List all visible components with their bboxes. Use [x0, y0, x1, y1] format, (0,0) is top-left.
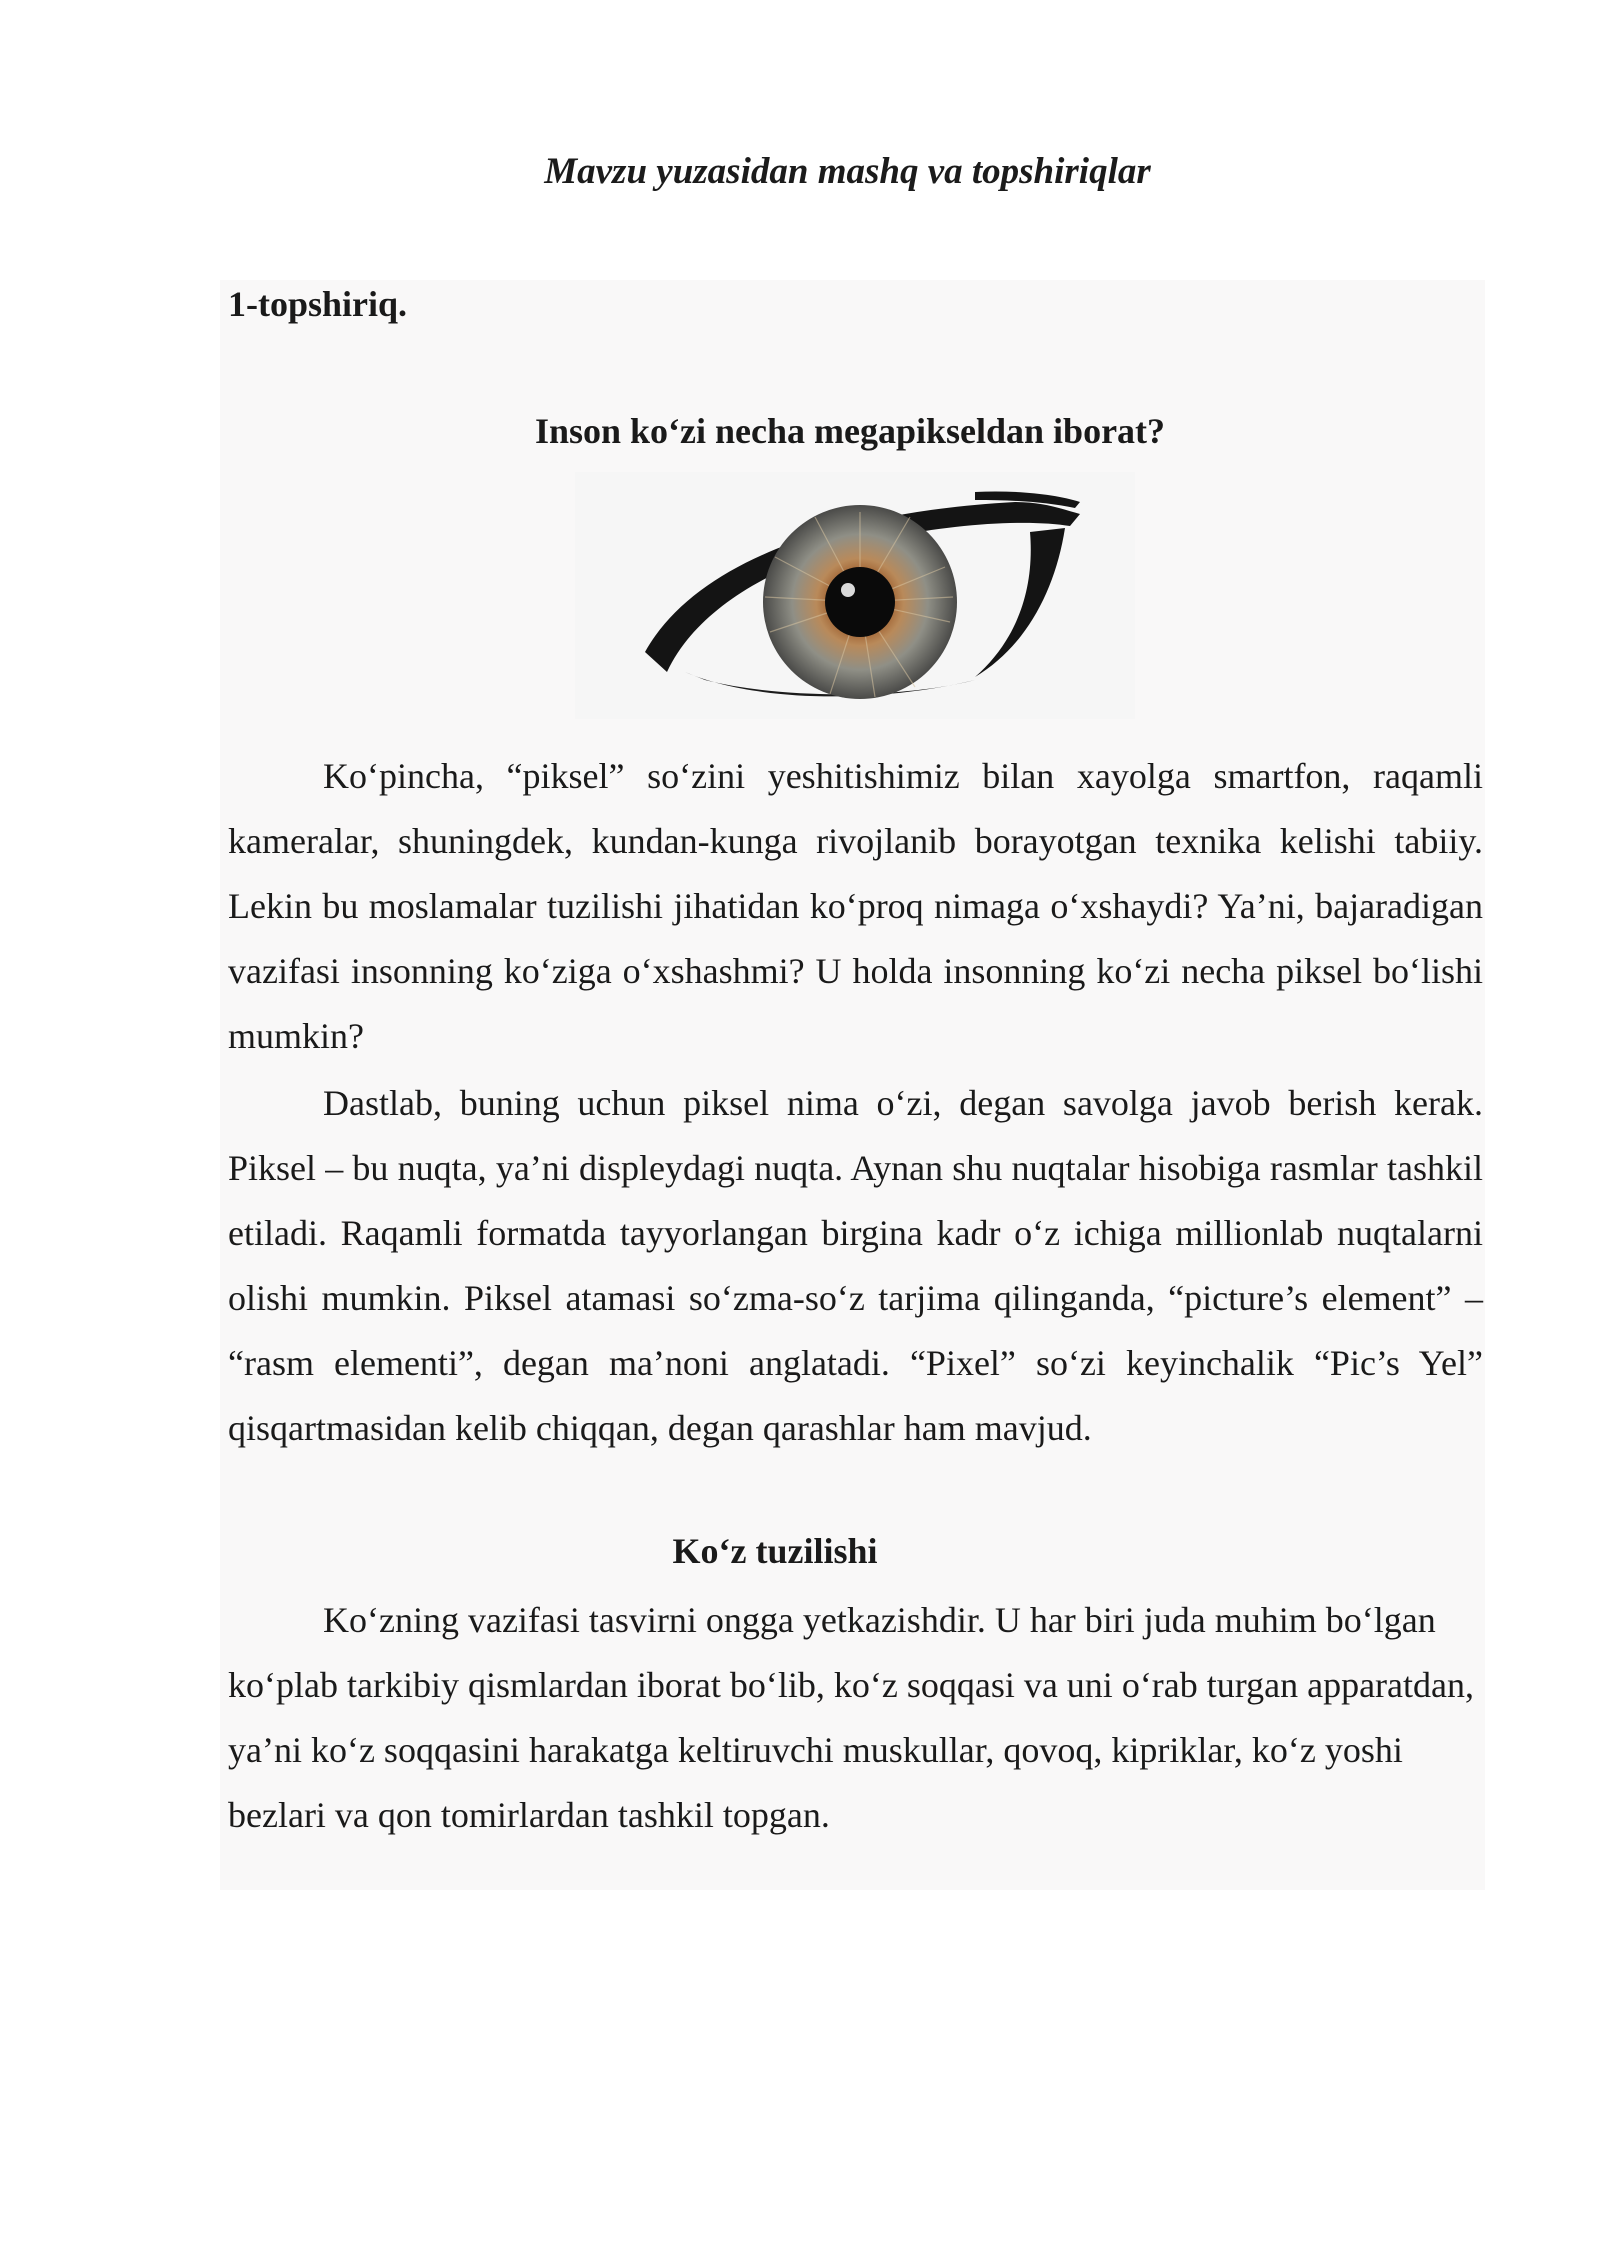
paragraph-3 [228, 1588, 1483, 1848]
section-heading: Ko‘z tuzilishi [672, 1531, 878, 1571]
eye-illustration [575, 472, 1135, 719]
question-heading: Inson ko‘zi necha megapikseldan iborat? [534, 411, 1166, 451]
paragraph-text: Dastlab, buning uchun piksel nima o‘zi, degan savolga javob berish kerak. Piksel – bu nuqta, ya’ni displeydagi nuqta. Aynan shu nuqtalar hisobiga rasmlar tashkil etiladi. Raqamli formatda tayyorlangan birgina kadr o‘z ichiga millionlab nuqtalarni olishi mumkin. Piksel atamasi so‘zma-so‘z tarjima qilinganda, “picture’s element” – “rasm elementi”, degan ma’noni anglatadi. “Pixel” so‘zi keyinchalik “Pic’s Yel” qisqartmasidan kelib chiqqan, degan qarashlar ham mavjud. [228, 1083, 1483, 1448]
paragraph-text: Ko‘zning vazifasi tasvirni ongga yetkazishdir. U har biri juda muhim bo‘lgan ko‘plab tarkibiy qismlardan iborat bo‘lib, ko‘z soqqasi va uni o‘rab turgan apparatdan, ya’ni ko‘z soqqasini harakatga keltiruvchi muskullar, qovoq, kipriklar, ko‘z yoshi bezlari va qon tomirlardan tashkil topgan. [228, 1600, 1474, 1835]
eye-icon [575, 472, 1135, 719]
task-label: 1-topshiriq. [228, 284, 408, 324]
paragraph-text: Ko‘pincha, “piksel” so‘zini yeshitishimiz bilan xayolga smartfon, raqamli kameralar, shuningdek, kundan-kunga rivojlanib borayotgan texnika kelishi tabiiy. Lekin bu moslamalar tuzilishi jihatidan ko‘proq nimaga o‘xshaydi? Ya’ni, bajaradigan vazifasi insonning ko‘ziga o‘xshashmi? U holda insonning ko‘zi necha piksel bo‘lishi mumkin? [228, 756, 1483, 1056]
paragraph-1 [228, 744, 1483, 1069]
document-title: Mavzu yuzasidan mashq va topshiriqlar [544, 151, 1151, 192]
paragraph-2 [228, 1071, 1483, 1461]
